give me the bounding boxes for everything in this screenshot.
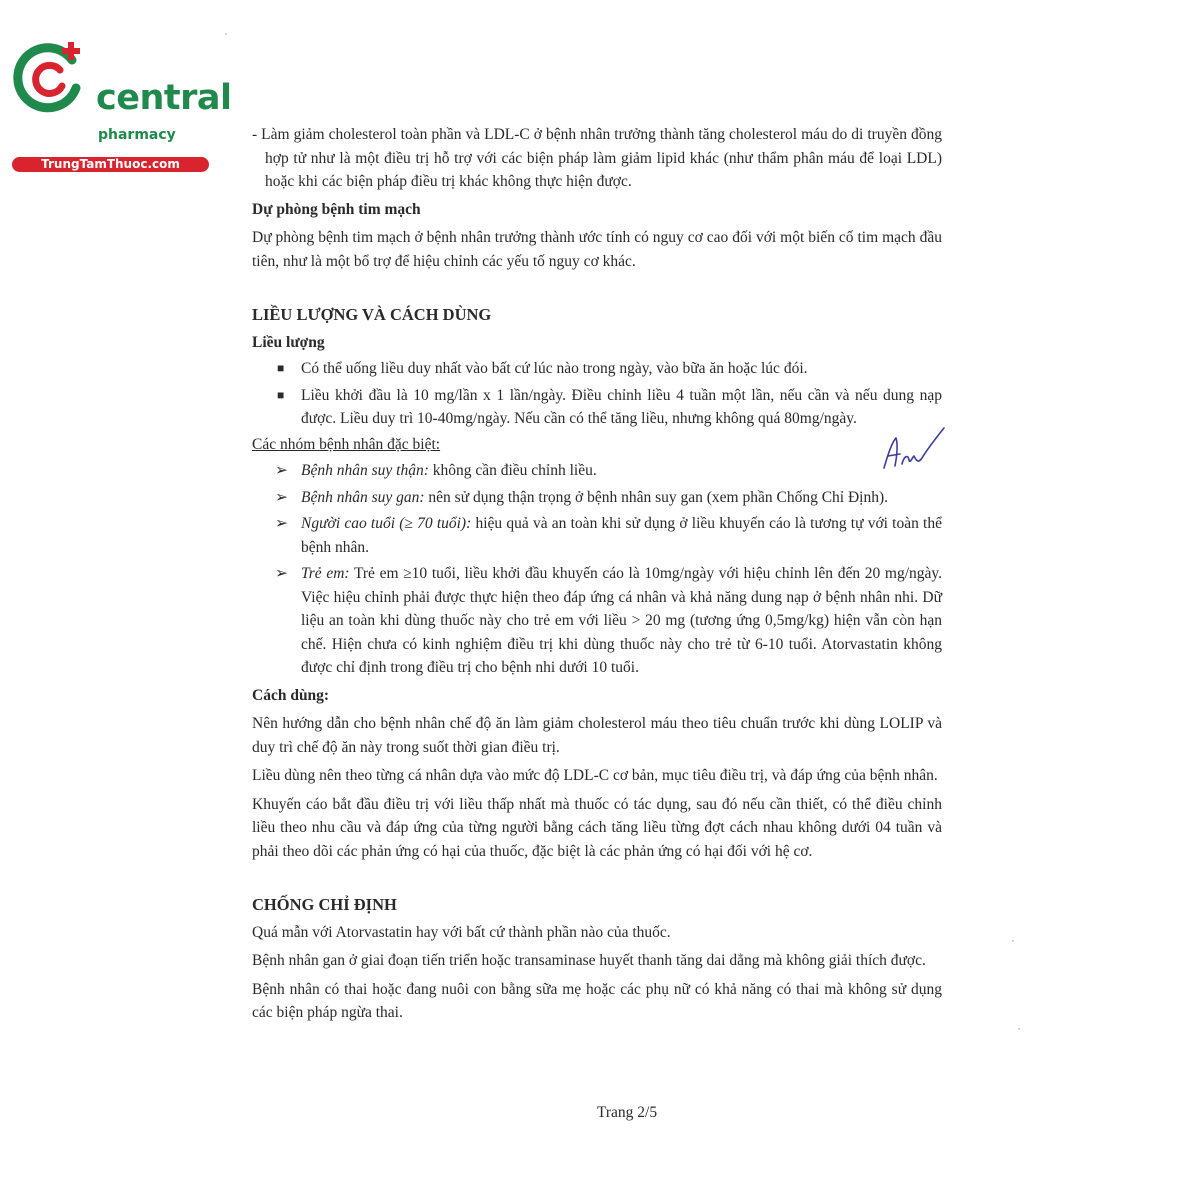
dosage-heading: LIỀU LƯỢNG VÀ CÁCH DÙNG [252,305,492,324]
dosage-bullet [252,357,942,381]
dosage-bullet [252,384,942,431]
special-group-item [252,512,942,559]
dosage-subheading: Liều lượng [252,333,325,351]
intro-list-item: - Làm giảm cholesterol toàn phần và LDL-C ở bệnh nhân trưởng thành tăng cholesterol máu do di truyền đồng hợp tử như là một điều trị hỗ trợ với các biện pháp làm giảm lipid khác (như thẩm phân máu để loại LDL) hoặc khi các biện pháp điều trị khác không thực hiện được. [252,126,942,190]
contraindication-paragraph: Bệnh nhân có thai hoặc đang nuôi con bằng sữa mẹ hoặc các phụ nữ có khả năng có thai mà không sử dụng các biện pháp ngừa thai. [252,980,942,1021]
special-group-label: Bệnh nhân suy thận: [301,462,429,479]
special-group-text: Trẻ em ≥10 tuổi, liều khởi đầu khuyến cáo là 10mg/ngày với hiệu chỉnh lên đến 20 mg/ngày. Việc hiệu chỉnh phải được thực hiện theo đáp ứng cá nhân và khả năng dung nạp ở bệnh nhân nhi. Dữ liệu an toàn khi dùng thuốc này cho trẻ em với liều > 20 mg (tương ứng 0,5mg/kg) hiện vẫn còn hạn chế. Hiện chưa có kinh nghiệm điều trị khi dùng thuốc này cho trẻ từ 6-10 tuổi. Atorvastatin không được chỉ định trong điều trị cho bệnh nhi dưới 10 tuổi. [301,565,942,676]
prevention-text: Dự phòng bệnh tim mạch ở bệnh nhân trưởng thành ước tính có nguy cơ cao đối với một biến cố tim mạch đầu tiên, như là một bổ trợ để hiệu chỉnh các yếu tố nguy cơ khác. [252,229,942,270]
square-bullet-icon: ■ [277,361,285,375]
arrow-bullet-icon: ➢ [275,462,288,479]
brand-name: central [96,78,232,118]
scan-speck [1018,1028,1020,1030]
brand-url-badge[interactable]: TrungTamThuoc.com [12,157,209,172]
usage-paragraph: Khuyến cáo bắt đầu điều trị với liều thấp nhất mà thuốc có tác dụng, sau đó nếu cần thiết, có thể điều chỉnh liều theo nhu cầu và đáp ứng của từng người bằng cách tăng liều từng đợt cách nhau không dưới 04 tuần và phải theo dõi các phản ứng có hại của thuốc, đặc biệt là các phản ứng có hại đối với hệ cơ. [252,795,942,860]
scan-speck [225,33,227,35]
scan-speck [1012,940,1014,942]
arrow-bullet-icon: ➢ [275,488,288,506]
special-group-label: Bệnh nhân suy gan: [301,488,425,506]
usage-heading: Cách dùng: [252,686,330,704]
arrow-bullet-icon: ➢ [275,515,288,532]
special-group-text: hiệu quả và an toàn khi sử dụng ở liều khuyến cáo là tương tự với toàn thể bệnh nhân. [301,515,942,556]
special-group-item [252,486,942,510]
special-group-item [252,459,942,483]
contraindication-paragraph: Quá mẫn với Atorvastatin hay với bất cứ thành phần nào của thuốc. [252,923,671,941]
arrow-bullet-icon: ➢ [275,565,288,582]
dosage-bullet-text: Liều khởi đầu là 10 mg/lần x 1 lần/ngày. Điều chỉnh liều 4 tuần một lần, nếu cần và nếu dung nạp được. Liều duy trì 10-40mg/ngày. Nếu cần có thể tăng liều, nhưng không quá 80mg/ngày. [301,386,942,427]
contraindications-heading: CHỐNG CHỈ ĐỊNH [252,895,397,914]
usage-paragraph: Liều dùng nên theo từng cá nhân dựa vào mức độ LDL-C cơ bản, mục tiêu điều trị, và đáp ứng của bệnh nhân. [252,767,938,784]
square-bullet-icon: ■ [277,387,285,402]
special-group-label: Người cao tuổi (≥ 70 tuổi): [301,515,472,532]
special-group-text: không cần điều chỉnh liều. [428,462,597,479]
special-group-text: nên sử dụng thận trọng ở bệnh nhân suy gan (xem phần Chống Chỉ Định). [424,488,889,506]
usage-paragraph: Nên hướng dẫn cho bệnh nhân chế độ ăn làm giảm cholesterol máu theo tiêu chuẩn trước khi dùng LOLIP và duy trì chế độ ăn này trong suốt thời gian điều trị. [252,715,942,756]
special-group-item [252,562,942,680]
special-group-label: Trẻ em: [301,565,350,582]
contraindication-paragraph: Bệnh nhân gan ở giai đoạn tiến triển hoặc transaminase huyết thanh tăng dai dẳng mà không giải thích được. [252,952,926,969]
brand-logo [10,38,232,171]
central-pharmacy-logo-icon [10,38,90,118]
brand-subtitle: pharmacy [98,127,176,143]
document-body [252,123,942,1025]
dosage-bullet-text: Có thể uống liều duy nhất vào bất cứ lúc nào trong ngày, vào bữa ăn hoặc lúc đói. [301,360,808,377]
signature-icon [878,410,948,475]
prevention-heading: Dự phòng bệnh tim mạch [252,200,421,218]
special-groups-heading: Các nhóm bệnh nhân đặc biệt: [252,435,441,453]
page-number: Trang 2/5 [596,1104,658,1121]
